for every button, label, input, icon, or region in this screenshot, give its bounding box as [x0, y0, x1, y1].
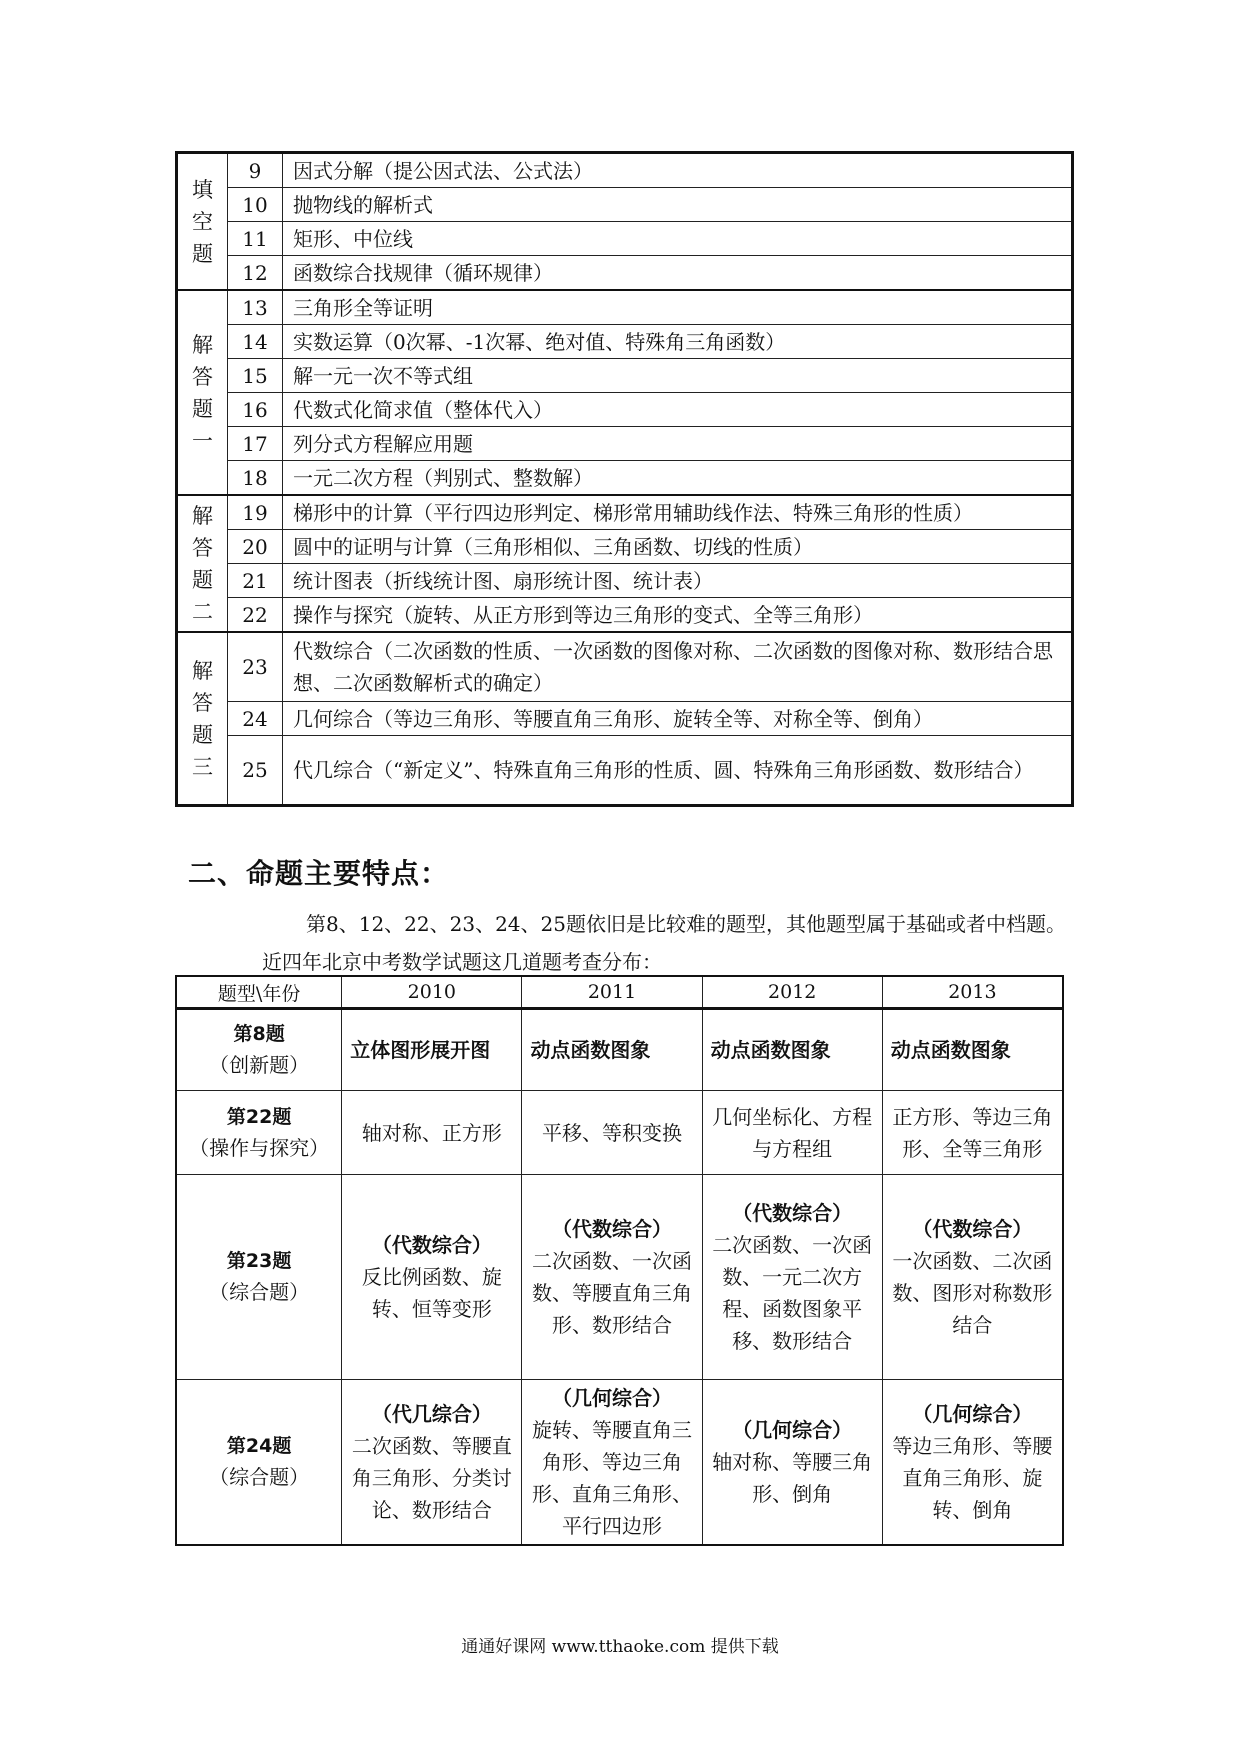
question-type-cell	[176, 1380, 342, 1546]
question-number: 16	[228, 393, 283, 427]
year-content-cell	[342, 1175, 522, 1380]
question-number: 11	[228, 222, 283, 256]
question-topic: 解一元一次不等式组	[283, 359, 1073, 393]
section-heading: 二、命题主要特点：	[188, 857, 450, 890]
distribution-caption: 近四年北京中考数学试题这几道题考查分布：	[262, 950, 662, 974]
content-category: （几何综合）	[552, 1386, 673, 1410]
question-category: （综合题）	[209, 1465, 310, 1489]
content-category: （代数综合）	[732, 1201, 853, 1225]
distribution-header-row	[176, 976, 1063, 1009]
content-category: （几何综合）	[732, 1418, 853, 1442]
question-number: 18	[228, 461, 283, 496]
content-topics: 一次函数、二次函数、图形对称数形结合	[892, 1249, 1053, 1337]
content-topics: 平移、等积变换	[542, 1120, 683, 1145]
exam-row	[177, 461, 1073, 496]
question-number: 10	[228, 188, 283, 222]
page-footer: 通通好课网 www.tthaoke.com 提供下载	[461, 1637, 779, 1657]
header-cell: 2013	[882, 976, 1063, 1009]
question-topic: 矩形、中位线	[283, 222, 1073, 256]
question-category: （创新题）	[209, 1053, 310, 1077]
exam-row	[177, 325, 1073, 359]
content-topics: 二次函数、一次函数、一元二次方程、函数图象平移、数形结合	[712, 1233, 873, 1353]
question-type-cell	[176, 1091, 342, 1175]
exam-structure-table	[175, 151, 1074, 807]
question-topic: 圆中的证明与计算（三角形相似、三角函数、切线的性质）	[283, 530, 1073, 564]
year-content-cell	[702, 1175, 882, 1380]
year-content-cell	[702, 1091, 882, 1175]
distribution-row	[176, 1175, 1063, 1380]
question-label: 第23题	[226, 1250, 292, 1272]
question-topic: 统计图表（折线统计图、扇形统计图、统计表）	[283, 564, 1073, 598]
content-category: （代数综合）	[912, 1217, 1033, 1241]
question-number: 23	[228, 632, 283, 702]
content-topics: 几何坐标化、方程与方程组	[712, 1104, 873, 1161]
content-topics: 轴对称、正方形	[361, 1120, 502, 1145]
content-category: （几何综合）	[912, 1402, 1033, 1426]
year-content-cell	[522, 1009, 702, 1091]
content-topics: 二次函数、一次函数、等腰直角三角形、数形结合	[532, 1249, 693, 1337]
content-topics: 立体图形展开图	[350, 1038, 491, 1062]
section-label: 解 答 题 二	[177, 495, 228, 632]
intro-paragraph: 第8、12、22、23、24、25题依旧是比较难的题型，其他题型属于基础或者中档题。	[306, 912, 1066, 936]
question-type-cell	[176, 1175, 342, 1380]
header-cell: 2011	[522, 976, 702, 1009]
content-category: （代几综合）	[371, 1402, 492, 1426]
content-category: （代数综合）	[371, 1233, 492, 1257]
question-topic: 因式分解（提公因式法、公式法）	[283, 153, 1073, 188]
section-label: 填 空 题	[177, 153, 228, 291]
question-number: 12	[228, 256, 283, 291]
year-content-cell	[522, 1175, 702, 1380]
exam-row	[177, 427, 1073, 461]
question-topic: 列分式方程解应用题	[283, 427, 1073, 461]
question-number: 20	[228, 530, 283, 564]
exam-row	[177, 256, 1073, 291]
year-content-cell	[342, 1009, 522, 1091]
distribution-table	[175, 975, 1064, 1546]
year-content-cell	[342, 1380, 522, 1546]
content-topics: 轴对称、等腰三角形、倒角	[712, 1450, 873, 1506]
content-category: （代数综合）	[552, 1217, 673, 1241]
content-topics: 旋转、等腰直角三角形、等边三角形、直角三角形、平行四边形	[532, 1418, 693, 1538]
header-cell: 2010	[342, 976, 522, 1009]
year-content-cell	[522, 1380, 702, 1546]
content-topics: 二次函数、等腰直角三角形、分类讨论、数形结合	[351, 1434, 512, 1522]
question-topic: 代数式化简求值（整体代入）	[283, 393, 1073, 427]
question-topic: 梯形中的计算（平行四边形判定、梯形常用辅助线作法、特殊三角形的性质）	[283, 495, 1073, 530]
question-topic: 三角形全等证明	[283, 290, 1073, 325]
year-content-cell	[882, 1091, 1063, 1175]
section-label: 解 答 题 一	[177, 290, 228, 495]
question-topic: 代几综合（“新定义”、特殊直角三角形的性质、圆、特殊角三角形函数、数形结合）	[283, 736, 1073, 806]
question-number: 22	[228, 598, 283, 633]
distribution-row	[176, 1009, 1063, 1091]
question-label: 第22题	[226, 1105, 292, 1128]
exam-row	[177, 222, 1073, 256]
question-topic: 操作与探究（旋转、从正方形到等边三角形的变式、全等三角形）	[283, 598, 1073, 633]
question-topic: 抛物线的解析式	[283, 188, 1073, 222]
exam-row	[177, 598, 1073, 633]
question-topic: 几何综合（等边三角形、等腰直角三角形、旋转全等、对称全等、倒角）	[283, 702, 1073, 736]
header-cell: 2012	[702, 976, 882, 1009]
question-label: 第24题	[226, 1435, 292, 1457]
question-topic: 函数综合找规律（循环规律）	[283, 256, 1073, 291]
year-content-cell	[342, 1091, 522, 1175]
content-topics: 正方形、等边三角形、全等三角形	[892, 1104, 1053, 1161]
year-content-cell	[882, 1175, 1063, 1380]
year-content-cell	[702, 1380, 882, 1546]
question-number: 21	[228, 564, 283, 598]
exam-row	[177, 153, 1073, 188]
content-topics: 等边三角形、等腰直角三角形、旋转、倒角	[892, 1434, 1053, 1522]
year-content-cell	[702, 1009, 882, 1091]
question-label: 第8题	[233, 1023, 285, 1045]
question-category: （操作与探究）	[189, 1135, 330, 1160]
content-topics: 反比例函数、旋转、恒等变形	[361, 1265, 502, 1321]
section-label: 解 答 题 三	[177, 632, 228, 806]
exam-row	[177, 632, 1073, 702]
question-number: 19	[228, 495, 283, 530]
year-content-cell	[882, 1380, 1063, 1546]
content-topics: 动点函数图象	[710, 1038, 831, 1062]
question-topic: 代数综合（二次函数的性质、一次函数的图像对称、二次函数的图像对称、数形结合思想、二次函数解析式的确定）	[283, 632, 1073, 702]
question-category: （综合题）	[209, 1280, 310, 1304]
exam-row	[177, 393, 1073, 427]
exam-row	[177, 290, 1073, 325]
exam-row	[177, 495, 1073, 530]
question-topic: 一元二次方程（判别式、整数解）	[283, 461, 1073, 496]
question-number: 14	[228, 325, 283, 359]
question-number: 13	[228, 290, 283, 325]
distribution-row	[176, 1380, 1063, 1546]
exam-row	[177, 188, 1073, 222]
question-number: 9	[228, 153, 283, 188]
exam-row	[177, 564, 1073, 598]
year-content-cell	[522, 1091, 702, 1175]
distribution-row	[176, 1091, 1063, 1175]
question-number: 25	[228, 736, 283, 806]
question-topic: 实数运算（0次幂、-1次幂、绝对值、特殊角三角函数）	[283, 325, 1073, 359]
question-type-cell	[176, 1009, 342, 1091]
exam-row	[177, 530, 1073, 564]
content-topics: 动点函数图象	[530, 1038, 651, 1062]
year-content-cell	[882, 1009, 1063, 1091]
question-number: 15	[228, 359, 283, 393]
exam-row	[177, 702, 1073, 736]
content-topics: 动点函数图象	[890, 1038, 1011, 1062]
question-number: 17	[228, 427, 283, 461]
question-number: 24	[228, 702, 283, 736]
header-cell: 题型\年份	[176, 976, 342, 1009]
exam-row	[177, 359, 1073, 393]
exam-row	[177, 736, 1073, 806]
